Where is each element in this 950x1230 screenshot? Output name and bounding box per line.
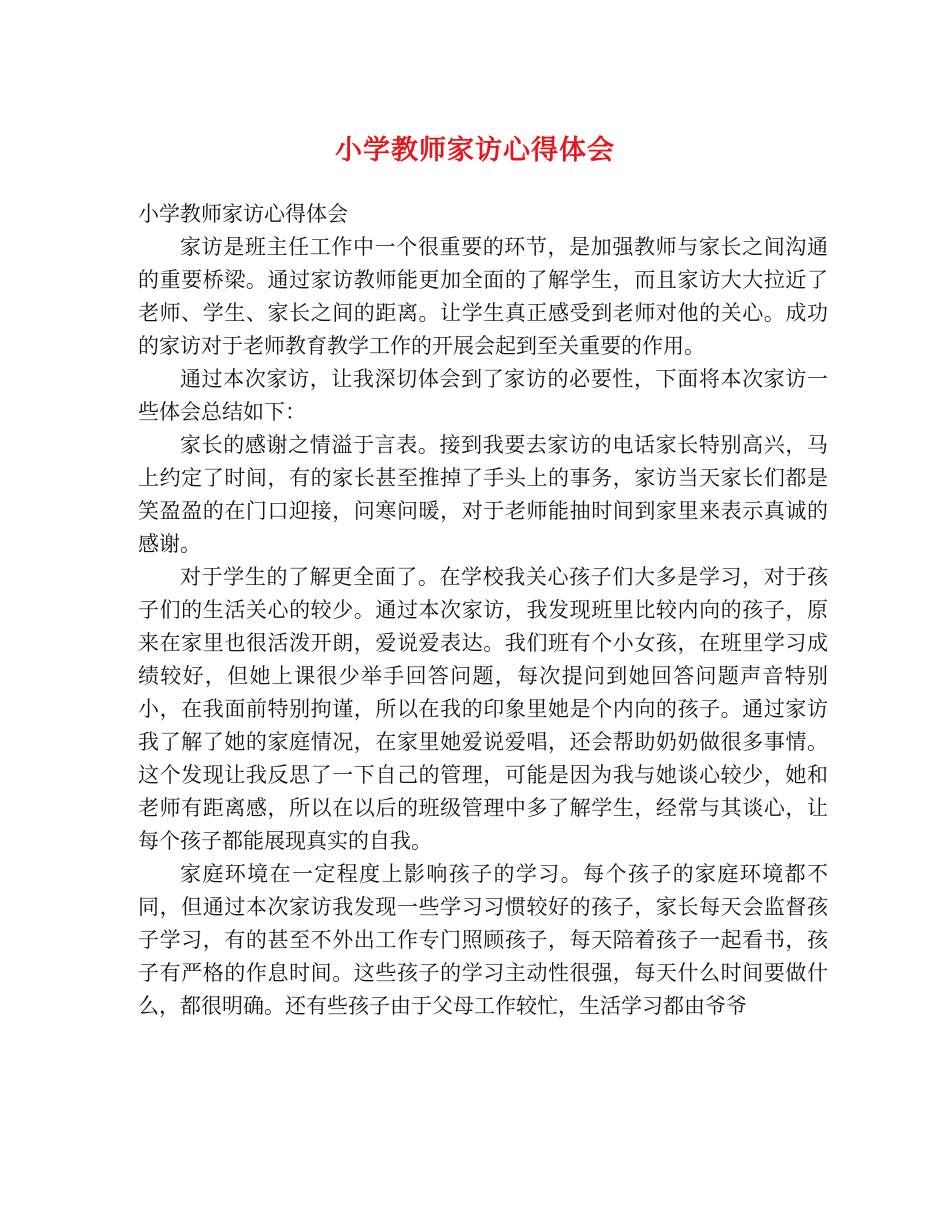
paragraph: 对于学生的了解更全面了。在学校我关心孩子们大多是学习，对于孩子们的生活关心的较少。通过本次家访，我发现班里比较内向的孩子，原来在家里也很活泼开朗，爱说爱表达。我们班有个小女孩，在班里学习成绩较好，但她上课很少举手回答问题，每次提问到她回答问题声音特别小，在我面前特别拘谨，所以在我的印象里她是个内向的孩子。通过家访我了解了她的家庭情况，在家里她爱说爱唱，还会帮助奶奶做很多事情。这个发现让我反思了一下自己的管理，可能是因为我与她谈心较少，她和老师有距离感，所以在以后的班级管理中多了解学生，经常与其谈心，让每个孩子都能展现真实的自我。 bbox=[138, 565, 828, 853]
paragraph: 通过本次家访，让我深切体会到了家访的必要性，下面将本次家访一些体会总结如下： bbox=[138, 367, 828, 424]
document-subtitle: 小学教师家访心得体会 bbox=[138, 202, 348, 226]
paragraph: 家庭环境在一定程度上影响孩子的学习。每个孩子的家庭环境都不同，但通过本次家访我发现一些学习习惯较好的孩子，家长每天会监督孩子学习，有的甚至不外出工作专门照顾孩子，每天陪着孩子一起看书，孩子有严格的作息时间。这些孩子的学习主动性很强，每天什么时间要做什么，都很明确。还有些孩子由于父母工作较忙，生活学习都由爷爷 bbox=[138, 862, 828, 1018]
document-title: 小学教师家访心得体会 bbox=[335, 135, 615, 166]
paragraph: 家访是班主任工作中一个很重要的环节，是加强教师与家长之间沟通的重要桥梁。通过家访教师能更加全面的了解学生，而且家访大大拉近了老师、学生、家长之间的距离。让学生真正感受到老师对他的关心。成功的家访对于老师教育教学工作的开展会起到至关重要的作用。 bbox=[138, 235, 828, 358]
document-body bbox=[138, 198, 828, 1023]
paragraph: 家长的感谢之情溢于言表。接到我要去家访的电话家长特别高兴，马上约定了时间，有的家长甚至推掉了手头上的事务，家访当天家长们都是笑盈盈的在门口迎接，问寒问暖，对于老师能抽时间到家里来表示真诚的感谢。 bbox=[138, 433, 828, 556]
